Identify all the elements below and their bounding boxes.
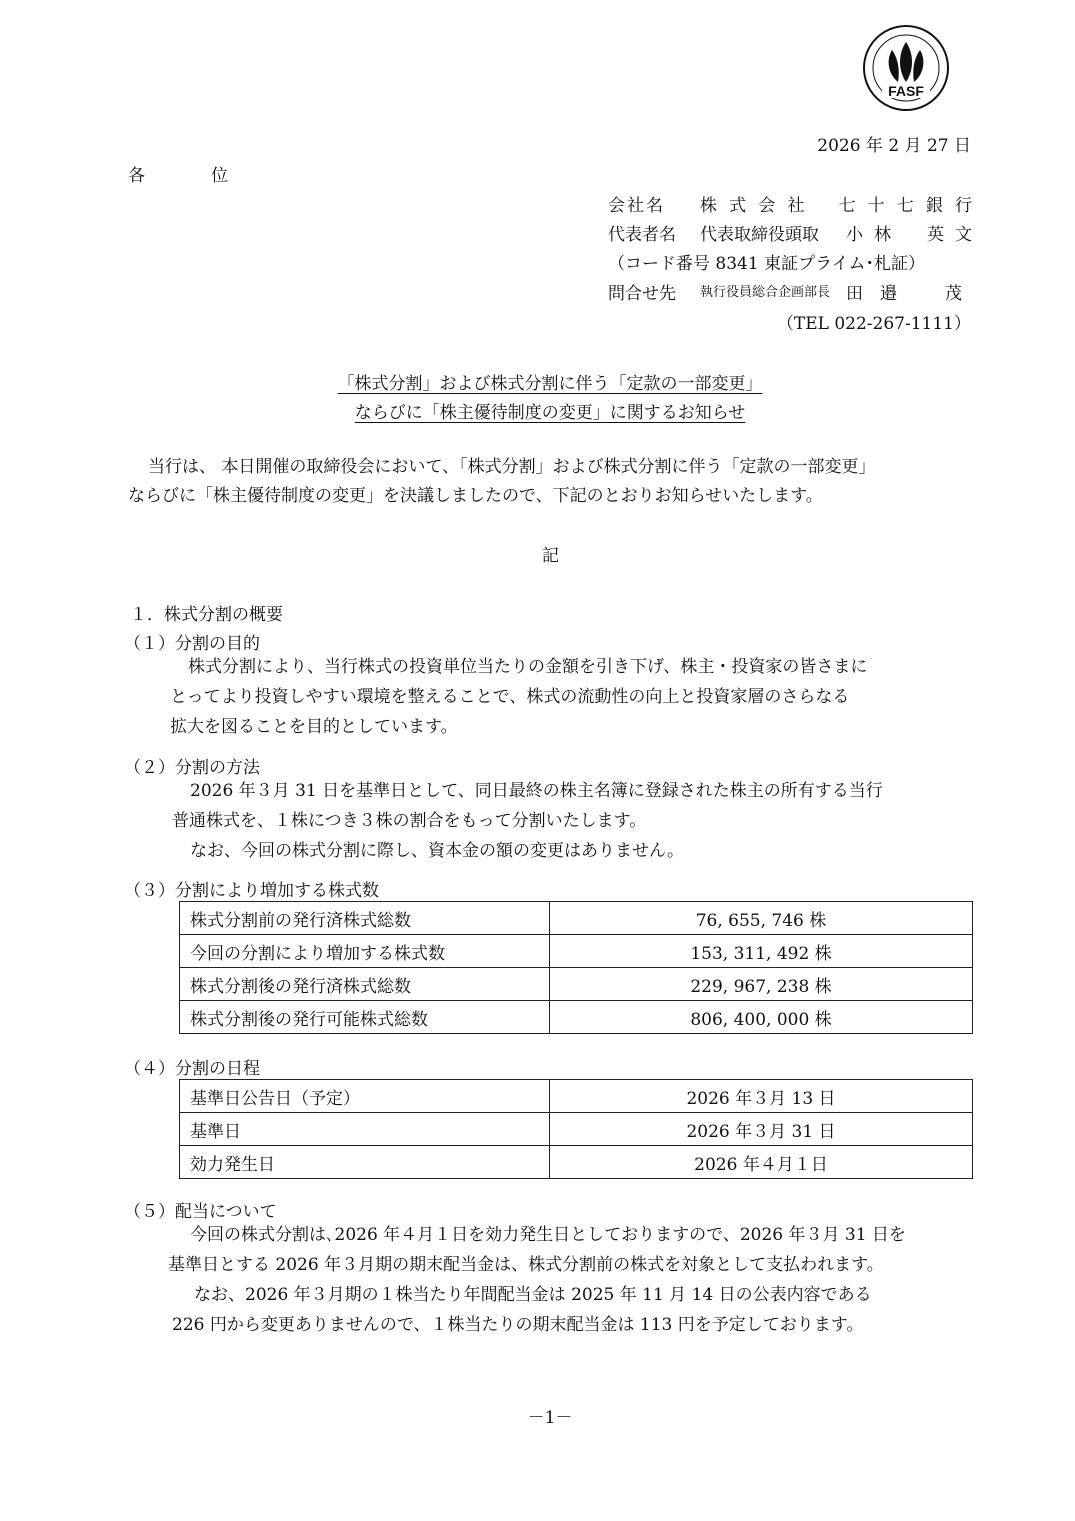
table-row: 基準日 2026 年３月 31 日: [180, 1113, 973, 1146]
contact-title: 執行役員総合企画部長: [700, 285, 831, 300]
subsection-shares-heading: （３）分割により増加する株式数: [124, 881, 379, 901]
dividend-line2: 基準日とする 2026 年３月期の期末配当金は、株式分割前の株式を対象として支払われます。: [168, 1255, 884, 1275]
shares-table: [179, 901, 973, 1034]
purpose-line3: 拡大を図ることを目的としています。: [170, 717, 458, 737]
intro-line2: ならびに「株主優待制度の変更」を決議しましたので、下記のとおりお知らせいたします。: [128, 486, 823, 506]
subsection-schedule-heading: （４）分割の日程: [124, 1059, 260, 1079]
section-heading: １．株式分割の概要: [130, 605, 283, 625]
dividend-line3: なお、2026 年３月期の１株当たり年間配当金は 2025 年 11 月 14 日の公表内容である: [194, 1285, 872, 1305]
schedule-table: [179, 1079, 973, 1179]
purpose-line2: とってより投資しやすい環境を整えることで、株式の流動性の向上と投資家層のさらなる: [170, 687, 850, 707]
company-row: [608, 191, 972, 216]
purpose-line1: 株式分割により、当行株式の投資単位当たりの金額を引き下げ、株主・投資家の皆さまに: [188, 657, 868, 677]
subsection-method-heading: （２）分割の方法: [124, 758, 260, 778]
contact-tel: （TEL 022-267-1111）: [776, 314, 971, 334]
svg-text:FASF: FASF: [888, 83, 924, 99]
contact-label: 問合せ先: [608, 284, 676, 304]
subsection-purpose-heading: （１）分割の目的: [124, 634, 260, 654]
table-row: 株式分割後の発行可能株式総数 806, 400, 000 株: [180, 1001, 973, 1034]
table-row: 基準日公告日（予定） 2026 年３月 13 日: [180, 1080, 973, 1113]
method-line2: 普通株式を、１株につき３株の割合をもって分割いたします。: [172, 811, 647, 831]
contact-row: [608, 279, 972, 304]
ki-marker: 記: [542, 546, 559, 566]
dividend-line1: 今回の株式分割は､2026 年４月１日を効力発生日としておりますので、2026 年３月 31 日を: [190, 1225, 906, 1245]
table-row: 効力発生日 2026 年４月１日: [180, 1146, 973, 1179]
company-label: 会社名: [608, 196, 665, 216]
table-row: 今回の分割により増加する株式数 153, 311, 492 株: [180, 935, 973, 968]
table-row: 株式分割前の発行済株式総数 76, 655, 746 株: [180, 902, 973, 935]
document-title-line2: ならびに「株主優待制度の変更」に関するお知らせ: [354, 403, 746, 423]
dividend-line4: 226 円から変更ありませんので、１株当たりの期末配当金は 113 円を予定しております。: [172, 1315, 864, 1335]
representative-name: 小 林 英 文: [846, 225, 972, 245]
page-number: －1－: [527, 1408, 573, 1428]
method-line3: なお、今回の株式分割に際し、資本金の額の変更はありません。: [190, 841, 685, 861]
method-line1: 2026 年３月 31 日を基準日として、同日最終の株主名簿に登録された株主の所有する当行: [190, 781, 883, 801]
representative-row: [608, 220, 972, 245]
addressee: 各 位: [128, 166, 228, 186]
intro-line1: 当行は、 本日開催の取締役会において、「株式分割」および株式分割に伴う「定款の一部変更」: [148, 457, 876, 477]
representative-label: 代表者名: [608, 225, 676, 245]
table-row: 株式分割後の発行済株式総数 229, 967, 238 株: [180, 968, 973, 1001]
subsection-dividend-heading: （５）配当について: [124, 1202, 277, 1222]
document-date: 2026 年 2 月 27 日: [817, 136, 971, 156]
company-name: 株 式 会 社 七 十 七 銀 行: [700, 196, 972, 216]
document-title-line1: 「株式分割」および株式分割に伴う「定款の一部変更」: [337, 374, 763, 394]
representative-title: 代表取締役頭取: [700, 225, 819, 245]
fasf-logo: [862, 24, 950, 112]
contact-name: 田 邉 茂: [846, 284, 962, 304]
stock-code-line: （コード番号 8341 東証プライム･札証）: [608, 254, 926, 274]
